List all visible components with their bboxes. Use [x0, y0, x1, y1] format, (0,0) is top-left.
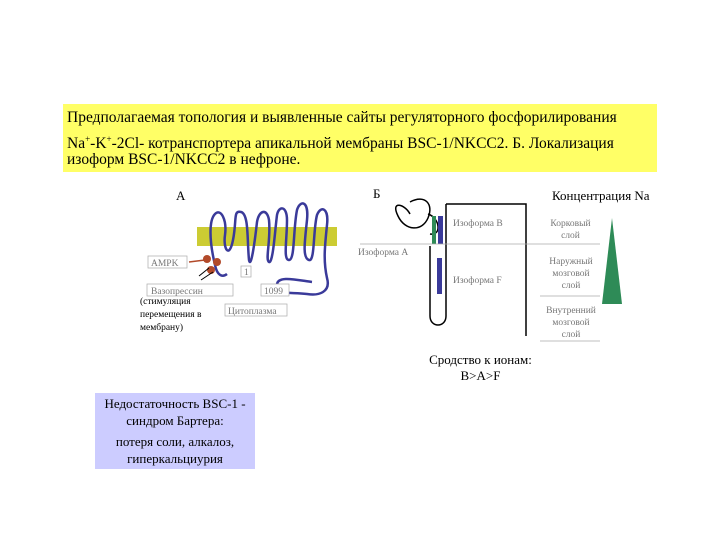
- stimulation-note: (стимуляция перемещения в мембрану): [140, 297, 202, 333]
- isoform-f-label: Изоформа F: [453, 276, 502, 286]
- isoform-b-label: Изоформа B: [453, 219, 503, 229]
- inner-medulla-label: Внутренний мозговой слой: [546, 306, 596, 340]
- cortex-label: Корковый слой: [550, 219, 591, 241]
- isoform-b-segment: [438, 216, 443, 244]
- outer-medulla-label: Наружный мозговой слой: [549, 257, 593, 291]
- nephron-diagram: [350, 196, 680, 351]
- title-line-2: Na+-K+-2Cl- котранспортера апикальной мембраны BSC-1/NKCC2. Б. Локализация: [67, 134, 614, 153]
- isoform-a-label: Изоформа A: [358, 248, 409, 258]
- concentration-gradient: [602, 218, 622, 304]
- n-terminus: [215, 265, 227, 276]
- loop-bottom: [430, 316, 446, 325]
- one-text: 1: [244, 268, 249, 278]
- cytoplasm-text: Цитоплазма: [228, 307, 277, 317]
- isoform-f-segment: [437, 258, 442, 294]
- phospho-site-2: [213, 258, 221, 266]
- protein-chain: [211, 203, 328, 294]
- phospho-site-1: [203, 255, 211, 263]
- ampk-arrow: [189, 260, 205, 262]
- title-line-1: Предполагаемая топология и выявленные сайты регуляторного фосфорилирования: [67, 109, 617, 126]
- bartter-note: Недостаточность BSC-1 - синдром Бартера: потеря соли, алкалоз, гиперкальциурия: [95, 393, 255, 469]
- ampk-text: AMPK: [151, 259, 179, 269]
- panel-a-label: А: [176, 188, 186, 203]
- affinity-note: Сродство к ионам: B>A>F: [429, 352, 532, 383]
- isoform-a-segment: [432, 216, 436, 244]
- title-box: [63, 104, 657, 172]
- panel-b-label: Б: [373, 186, 381, 201]
- title-line-3: изоформ BSC-1/NKCC2 в нефроне.: [67, 151, 301, 168]
- num1099-text: 1099: [264, 287, 283, 297]
- glomerulus: [396, 199, 430, 228]
- vasopressin-arrow-1: [199, 268, 209, 276]
- concentration-label: Концентрация Na: [552, 188, 650, 203]
- vasopressin-text: Вазопрессин: [151, 287, 203, 297]
